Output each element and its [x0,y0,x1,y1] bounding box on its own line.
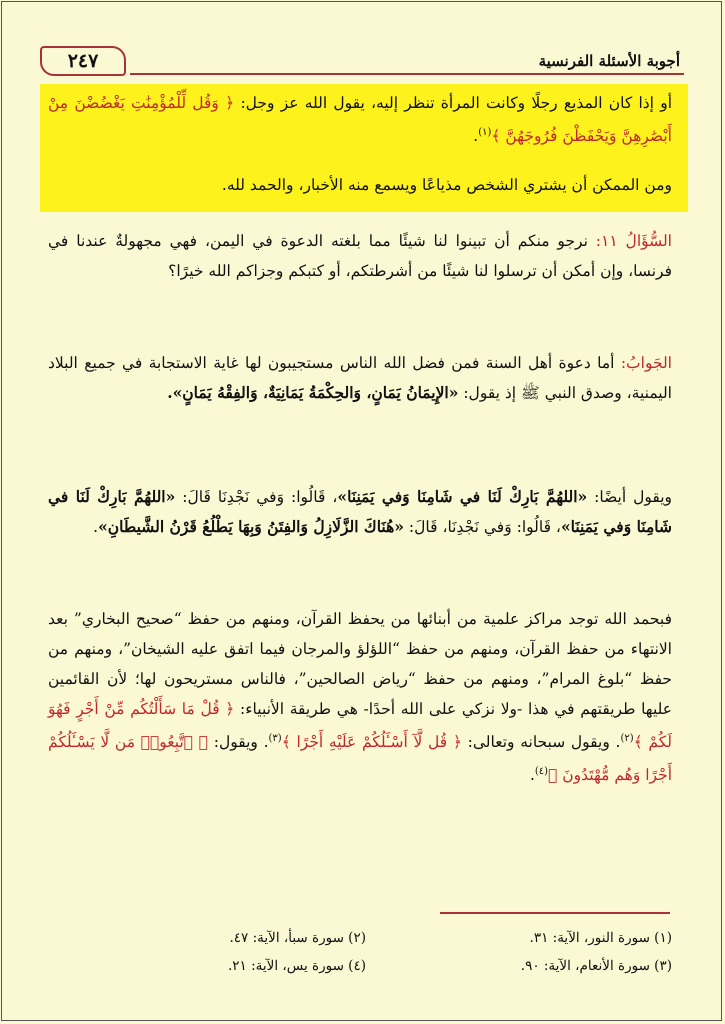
hadith-paragraph [48,482,672,542]
quran-verse-4: ﴿ ٱتَّبِعُوا۟ مَن لَّا يَسْـَٔلُكُمْ أَجْرًا وَهُم مُّهْتَدُونَ ﴾ [48,733,672,785]
highlight-text: أو إذا كان المذيع رجلًا وكانت المرأة تنظر إليه، يقول الله عز وجل: [234,94,673,112]
quran-verse-2: ﴿ قُلْ مَا سَأَلْتُكُم مِّنْ أَجْرٍ فَهُوَ لَكُمْ ﴾ [48,700,672,752]
page-header [40,46,690,78]
centers-paragraph [48,604,672,790]
hadith-mid-2: ، قَالُوا: وَفي نَجْدِنَا، قَالَ: [403,518,561,536]
footnote-divider [440,912,670,914]
centers-mid-2: . ويقول: [208,733,269,752]
question-text: نرجو منكم أن تبينوا لنا شيئًا مما بلغته الدعوة في اليمن، فهي مجهولةٌ عندنا في فرنسا، وإن أمكن أن ترسلوا لنا شيئًا من أشرطتكم، أو كتبكم وجزاكم الله خيرًا؟ [48,232,672,280]
book-title: أجوبة الأسئلة الفرنسية [538,52,680,70]
answer-text: أما دعوة أهل السنة فمن فضل الله الناس مستجيبون لها غاية الاستجابة في جميع البلاد اليمنية، وصدق النبي ﷺ إذ يقول: [48,354,672,402]
hadith-mid-1: ، قَالُوا: وَفي نَجْدِنَا قَالَ: [175,488,338,506]
hadith-c: «هُنَاكَ الزَّلَازِلُ وَالفِتَنُ وَبِهَا يَطْلُعُ قَرْنُ الشَّيطَانِ» [98,517,404,536]
centers-mid: . ويقول سبحانه وتعالى: [461,733,621,752]
hadith-1: «الإِيمَانُ يَمَانٍ، وَالحِكْمَةُ يَمَانِيَةٌ، وَالفِقْهُ يَمَانٍ». [167,383,459,402]
footnote-ref-1: (١) [478,127,492,138]
question-paragraph [48,226,672,286]
footnote-3: (٣) سورة الأنعام، الآية: ٩٠. [520,958,672,974]
footnote-ref-2: (٢) [620,733,634,744]
hadith-end: . [93,518,99,536]
highlight-paragraph-1: أو إذا كان المذيع رجلًا وكانت المرأة تنظر إليه، يقول الله عز وجل: ﴿ وَقُل لِّلْمُؤْمِنَٰتِ يَغْضُضْنَ مِنْ أَبْصَٰرِهِنَّ وَيَحْفَظْنَ فُرُوجَهُنَّ ﴾$^{(١)}$. [48,94,673,146]
centers-text: فبحمد الله توجد مراكز علمية من أبنائها من يحفظ القرآن، ومنهم من حفظ “صحيح البخاري” بعد الانتهاء من حفظ القرآن، ومنهم من حفظ “اللؤلؤ والمرجان فيما اتفق عليه الشيخان”، ومنهم من حفظ “بلوغ المرام”، ومنهم من حفظ “رياض الصالحين”، فالناس مستريحون لها؛ لأن القائمين عليها طريقتهم في هذا -ولا نزكي على الله أحدًا- هي طريقة الأنبياء: [48,610,672,718]
footnote-1: (١) سورة النور، الآية: ٣١. [529,930,672,946]
hadith-a: «اللهُمَّ بَارِكْ لَنَا في شَامِنَا وَفي يَمَنِنَا» [337,487,588,506]
answer-paragraph [48,348,672,408]
question-label: السُّؤَالُ ١١: [595,232,672,250]
page-number: ٢٤٧ [40,46,126,76]
hadith-intro: ويقول أيضًا: [587,488,673,506]
centers-end: . [529,766,535,785]
footnote-ref-4: (٤) [534,766,549,778]
quran-verse-1: ﴿ وَقُل لِّلْمُؤْمِنَٰتِ يَغْضُضْنَ مِنْ أَبْصَٰرِهِنَّ وَيَحْفَظْنَ فُرُوجَهُنَّ ﴾ [48,94,672,146]
header-rule [130,73,684,75]
answer-label: الجَوابُ: [620,354,672,372]
footnote-2: (٢) سورة سبأ، الآية: ٤٧. [229,930,366,946]
footnote-ref-3: (٣) [268,733,282,744]
footnote-4: (٤) سورة يس، الآية: ٢١. [228,958,366,974]
quran-verse-3: ﴿ قُل لَّآ أَسْـَٔلُكُمْ عَلَيْهِ أَجْرًا ﴾ [281,733,462,752]
highlight-paragraph-2: ومن الممكن أن يشتري الشخص مذياعًا ويسمع منه الأخبار، والحمد لله. [221,176,672,194]
footnotes [60,924,672,980]
hadith-b: «اللهُمَّ بَارِكْ لَنَا في شَامِنَا وَفي يَمَنِنَا» [48,487,672,536]
